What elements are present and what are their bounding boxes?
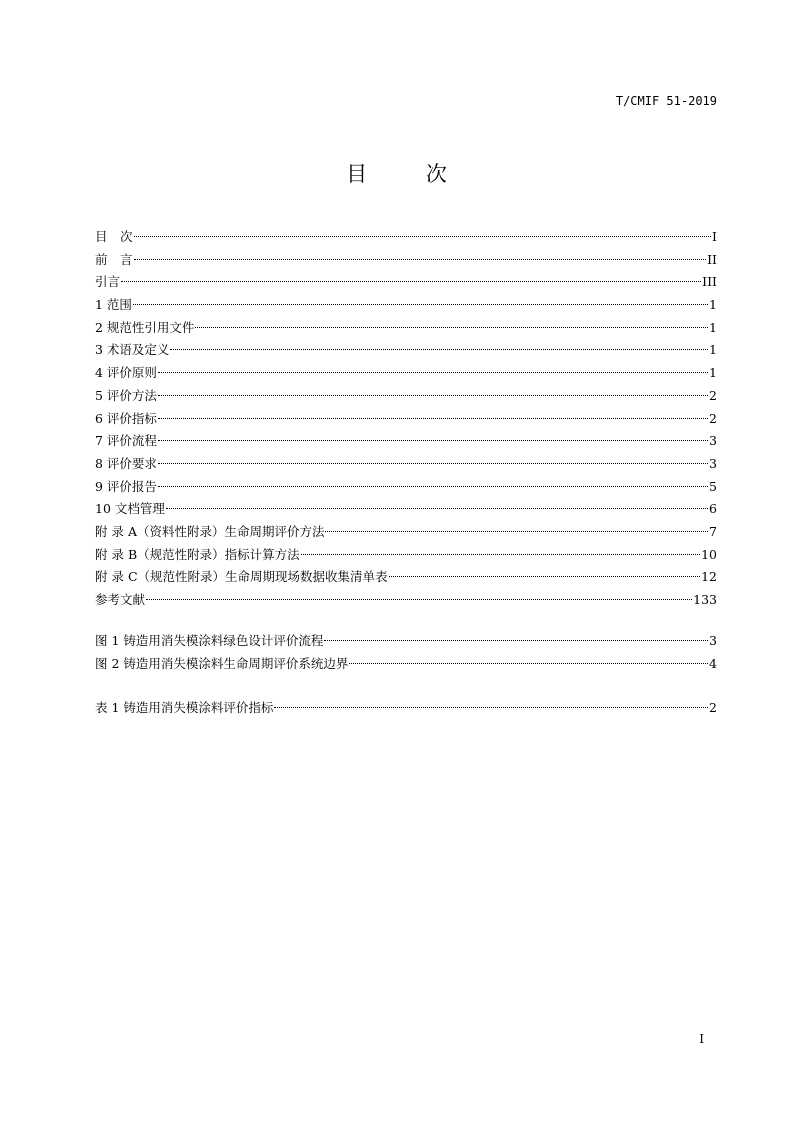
toc-entry-page: II (707, 251, 717, 267)
toc-entry-label: 引言 (95, 274, 121, 290)
list-of-tables (95, 697, 717, 720)
toc-leader-dots (349, 662, 708, 664)
figure-entry[interactable] (95, 653, 717, 676)
toc-entry[interactable] (95, 544, 717, 567)
toc-leader-dots (158, 371, 708, 373)
toc-entry[interactable] (95, 339, 717, 362)
figure-entry-page: 4 (709, 655, 717, 671)
toc-entry-page: 2 (709, 387, 717, 403)
toc-leader-dots (158, 439, 708, 441)
toc-entry[interactable] (95, 498, 717, 521)
toc-entry-label: 6 评价指标 (95, 410, 157, 426)
toc-leader-dots (195, 326, 708, 328)
figure-entry-label: 图 2 铸造用消失模涂料生命周期评价系统边界 (95, 655, 349, 671)
toc-leader-dots (325, 530, 708, 532)
toc-entry[interactable] (95, 317, 717, 340)
toc-entry-label: 附 录 B（规范性附录）指标计算方法 (95, 546, 300, 562)
toc-entry-page: I (712, 229, 717, 244)
toc-entry-page: 3 (709, 455, 717, 471)
toc-entry-page: 10 (701, 546, 717, 562)
toc-entry-label: 8 评价要求 (95, 455, 157, 471)
toc-entry-page: 2 (709, 410, 717, 426)
toc-leader-dots (121, 280, 701, 282)
figure-entry-label: 图 1 铸造用消失模涂料绿色设计评价流程 (95, 633, 324, 648)
toc-entry-label: 参考文献 (95, 592, 146, 607)
toc-entry[interactable] (95, 589, 717, 612)
toc-entry-label: 7 评价流程 (95, 433, 157, 449)
toc-entry[interactable] (95, 408, 717, 431)
toc-entry-page: 1 (709, 342, 717, 358)
toc-leader-dots (301, 553, 700, 555)
toc-entry-label: 10 文档管理 (95, 501, 165, 517)
toc-entry[interactable] (95, 362, 717, 385)
toc-entry-label: 附 录 A（资料性附录）生命周期评价方法 (95, 523, 325, 539)
figure-entry[interactable] (95, 630, 717, 653)
toc-entry-page: 7 (709, 523, 717, 539)
toc-entry[interactable] (95, 476, 717, 499)
toc-entry-page: 1 (709, 365, 717, 381)
toc-leader-dots (170, 348, 708, 350)
toc-entry[interactable] (95, 271, 717, 294)
figure-entry-page: 3 (709, 633, 717, 648)
toc-entry-page: 6 (709, 501, 717, 517)
toc-entry-label: 前 言 (95, 251, 133, 267)
toc-leader-dots (274, 706, 708, 708)
table-entry-label: 表 1 铸造用消失模涂料评价指标 (95, 700, 274, 715)
page-number: I (699, 1032, 704, 1046)
page-title: 目 次 (346, 162, 466, 186)
toc-leader-dots (158, 417, 708, 419)
toc-entry-label: 目 次 (95, 229, 133, 244)
toc-leader-dots (134, 258, 707, 260)
toc-leader-dots (166, 507, 708, 509)
toc-entry-page: 1 (709, 297, 717, 313)
toc-entry-page: 3 (709, 433, 717, 449)
toc-leader-dots (146, 598, 692, 600)
toc-leader-dots (133, 303, 708, 305)
toc-entry[interactable] (95, 430, 717, 453)
toc-entry-page: 12 (701, 569, 717, 585)
toc-entry[interactable] (95, 566, 717, 589)
toc-entry[interactable] (95, 294, 717, 317)
document-code: T/CMIF 51-2019 (615, 94, 717, 108)
toc-entry-label: 9 评价报告 (95, 478, 157, 494)
toc-entry-label: 1 范围 (95, 297, 132, 313)
table-entry[interactable] (95, 697, 717, 720)
toc-leader-dots (134, 235, 712, 237)
toc-leader-dots (389, 575, 701, 577)
toc-entry[interactable] (95, 521, 717, 544)
toc-entry[interactable] (95, 453, 717, 476)
toc-entry[interactable] (95, 226, 717, 249)
toc-entry-label: 附 录 C（规范性附录）生命周期现场数据收集清单表 (95, 569, 388, 585)
toc-entry-page: III (702, 274, 717, 290)
toc-entry-page: 5 (709, 478, 717, 494)
toc-leader-dots (158, 485, 708, 487)
toc-entry-label: 5 评价方法 (95, 387, 157, 403)
toc-entry-label: 4 评价原则 (95, 365, 157, 381)
toc-leader-dots (158, 394, 708, 396)
toc-entry-label: 3 术语及定义 (95, 342, 170, 358)
table-entry-page: 2 (709, 700, 717, 715)
toc-leader-dots (158, 462, 708, 464)
toc-entry-page: 133 (693, 592, 717, 607)
table-of-contents (95, 226, 717, 612)
toc-leader-dots (324, 639, 708, 641)
toc-entry-page: 1 (709, 319, 717, 335)
toc-entry[interactable] (95, 385, 717, 408)
toc-entry[interactable] (95, 249, 717, 272)
list-of-figures (95, 630, 717, 675)
toc-entry-label: 2 规范性引用文件 (95, 319, 195, 335)
